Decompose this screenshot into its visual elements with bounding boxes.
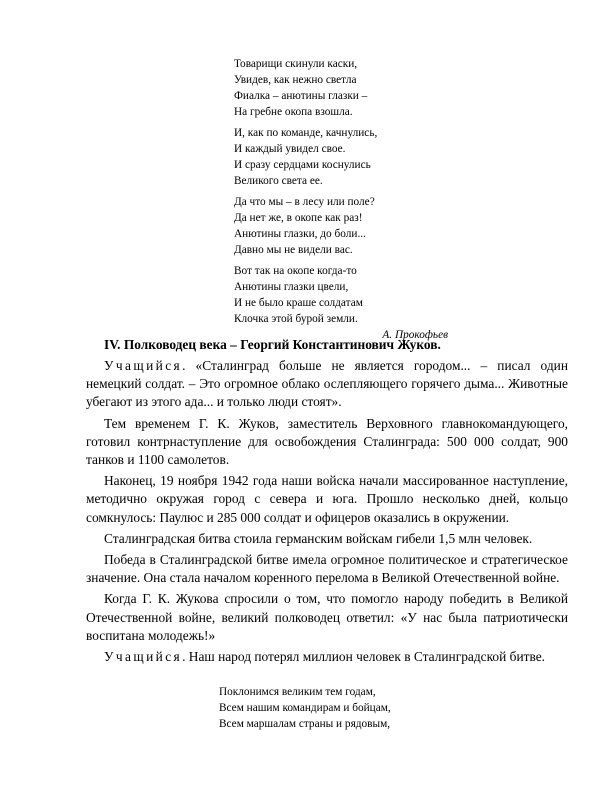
poem-line: Всем маршалам страны и рядовым, — [219, 718, 391, 730]
paragraph-text: Тем временем Г. К. Жуков, заместитель Верховного главнокомандующего, готовил контрнаступление для освобождения Сталинграда: 500 000 солдат, 900 танков и 1100 самолетов. — [86, 415, 568, 468]
poem-line: Фиалка – анютины глазки – — [234, 90, 368, 102]
paragraph — [86, 472, 568, 527]
poem-attribution: А. Прокофьев — [382, 329, 448, 341]
poem-top — [234, 56, 448, 343]
poem-line: Да нет же, в окопе как раз! — [234, 212, 363, 224]
poem-line: Клочка этой бурой земли. — [234, 313, 358, 325]
poem-line: Поклонимся великим тем годам, — [219, 686, 376, 698]
poem-line: Да что мы – в лесу или поле? — [234, 196, 375, 208]
paragraph — [86, 357, 568, 412]
poem-line: И не было краше солдатам — [234, 297, 363, 309]
poem-line: Давно мы не видели вас. — [234, 244, 353, 256]
speaker-label: Учащийся — [104, 358, 183, 373]
poem-line: И сразу сердцами коснулись — [234, 159, 371, 171]
poem-line: Анютины глазки, до боли... — [234, 228, 366, 240]
paragraph-text: Наконец, 19 ноября 1942 года наши войска начали массированное наступление, методично окружая город с севера и юга. Прошло несколько дней, кольцо сомкнулось: Паулюс и 285 000 солдат и офицеров оказались в окружении. — [86, 473, 568, 525]
poem-line: Увидев, как нежно светла — [234, 74, 357, 86]
poem-line: И, как по команде, качнулись, — [234, 127, 378, 139]
speaker-label: Учащийся — [104, 649, 183, 665]
poem-line: На гребне окопа взошла. — [234, 106, 353, 118]
poem-stanza — [234, 125, 448, 189]
poem-stanza — [234, 263, 448, 327]
poem-line: И каждый увидел свое. — [234, 143, 346, 155]
section-heading: IV. Полководец века – Георгий Константинович Жуков. — [104, 337, 441, 352]
poem-line: Товарищи скинули каски, — [234, 58, 358, 70]
paragraph — [86, 530, 568, 548]
poem-line: Великого света ее. — [234, 175, 323, 187]
paragraph-text: Сталинградская битва стоила германским войскам гибели 1,5 млн человек. — [104, 530, 533, 546]
poem-stanza — [234, 194, 448, 258]
paragraph — [86, 551, 568, 587]
paragraph-text: . «Сталинград больше не является городом... – писал один немецкий солдат. – Это огромное облако ослепляющего горячего дыма... Животные убегают из этого ада... и только люди стоят». — [86, 358, 568, 410]
paragraph-text: Когда Г. К. Жукова спросили о том, что помогло народу победить в Великой Отечественной войне, великий полководец ответил: «У нас была патриотически воспитана молодежь!» — [86, 591, 568, 643]
poem-line: Анютины глазки цвели, — [234, 281, 349, 293]
poem-line: Вот так на окопе когда-то — [234, 265, 357, 277]
paragraph-text: Победа в Сталинградской битве имела огромное политическое и стратегическое значение. Она стала началом коренного перелома в Великой Отечественной войне. — [86, 552, 568, 586]
paragraph — [86, 648, 568, 666]
poem-line: Всем нашим командирам и бойцам, — [219, 702, 391, 714]
poem-stanza — [234, 56, 448, 120]
paragraph-text: . Наш народ потерял миллион человек в Сталинградской битве. — [182, 649, 545, 665]
prose-body — [86, 357, 568, 669]
paragraph — [86, 590, 568, 645]
poem-bottom — [219, 684, 419, 732]
paragraph — [86, 415, 568, 470]
